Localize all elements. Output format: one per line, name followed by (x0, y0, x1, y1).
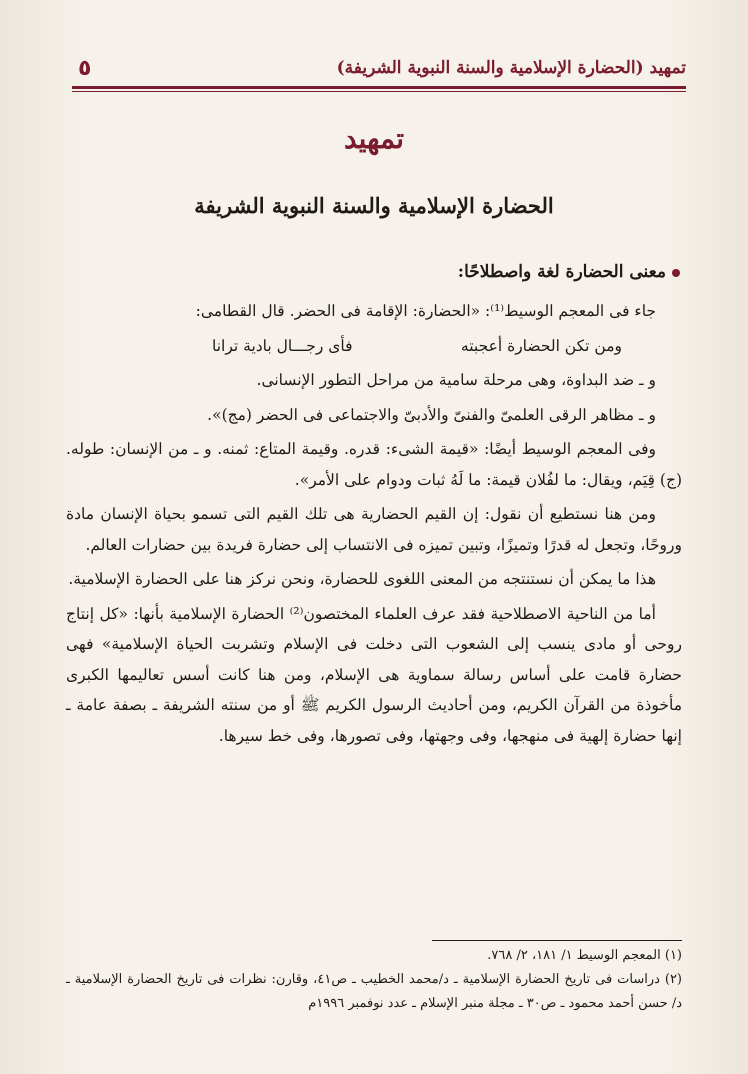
paragraph: و ـ ضد البداوة، وهى مرحلة سامية من مراحل التطور الإنسانى. (256, 371, 656, 389)
paragraph: ومن هنا نستطيع أن نقول: إن القيم الحضارية هى تلك القيم التى تسمو بحياة الإنسان مادة وروحًا، وتجعل له قدرًا وتميزًا، وتبين تميزه فى الانتساب إلى حضارة فريدة بين حضارات العالم. (66, 505, 682, 554)
page-subtitle: الحضارة الإسلامية والسنة النبوية الشريفة (194, 193, 554, 218)
page-number: ٥ (78, 56, 92, 81)
page-title: تمهيد (343, 122, 405, 155)
paragraph: و ـ مظاهر الرقى العلمىّ والفنىّ والأدبىّ والاجتماعى فى الحضر (مج)». (207, 405, 656, 424)
paragraph: هذا ما يمكن أن نستنتجه من المعنى اللغوى للحضارة، ونحن نركز هنا على الحضارة الإسلامية. (68, 570, 656, 588)
section-heading (458, 262, 680, 282)
footnote-rule (432, 940, 682, 941)
running-header (72, 58, 686, 86)
paragraph: وفى المعجم الوسيط أيضًا: «قيمة الشىء: قدره. وقيمة المتاع: ثمنه. و ـ من الإنسان: طوله. (ج) قِيَم، ويقال: ما لفُلان قيمة: ما لَهُ ثبات ودوام على الأمر». (66, 440, 682, 489)
header-rule (72, 86, 686, 89)
verse-second-hemistich: فأى رجـــال بادية ترانا (212, 336, 353, 355)
verse-first-hemistich: ومن تكن الحضارة أعجبته (460, 336, 622, 355)
running-title: تمهيد (الحضارة الإسلامية والسنة النبوية الشريفة) (336, 58, 686, 78)
footnote-2: (٢) دراسات فى تاريخ الحضارة الإسلامية ـ د/محمد الخطيب ـ ص٤١، وقارن: نظرات فى تاريخ الحضارة الإسلامية ـ د/ حسن أحمد محمود ـ ص٣٠ ـ مجلة منبر الإسلام ـ عدد نوفمبر ١٩٩٦م (66, 972, 682, 1011)
bullet-icon (672, 269, 680, 277)
paragraph: جاء فى المعجم الوسيط⁽¹⁾: «الحضارة: الإقامة فى الحضر. قال القطامى: (195, 302, 656, 320)
footnote-1: (١) المعجم الوسيط ١/ ١٨١، ٢/ ٧٦٨. (487, 948, 682, 963)
header-rule-thin (72, 91, 686, 92)
footnotes (66, 944, 682, 1016)
body-text (66, 296, 682, 755)
paragraph: أما من الناحية الاصطلاحية فقد عرف العلماء المختصون⁽²⁾ الحضارة الإسلامية بأنها: «كل إنتاج روحى أو مادى ينسب إلى الشعوب التى دخلت فى الإسلام وتشربت الحياة الإسلامية» فهى حضارة قامت على أساس رسالة سماوية هى الإسلام، ومن هنا كانت أسس تعاليمها الكبرى مأخوذة من القرآن الكريم، ومن أحاديث الرسول الكريم ﷺ أو من سنته الشريفة ـ بصفة عامة ـ إنها حضارة إلهية فى منهجها، وفى وجهتها، وفى تصورها، وفى خط سيرها. (66, 604, 682, 745)
section-heading-text: معنى الحضارة لغة واصطلاحًا: (457, 262, 666, 282)
poetry-verse (212, 331, 622, 362)
